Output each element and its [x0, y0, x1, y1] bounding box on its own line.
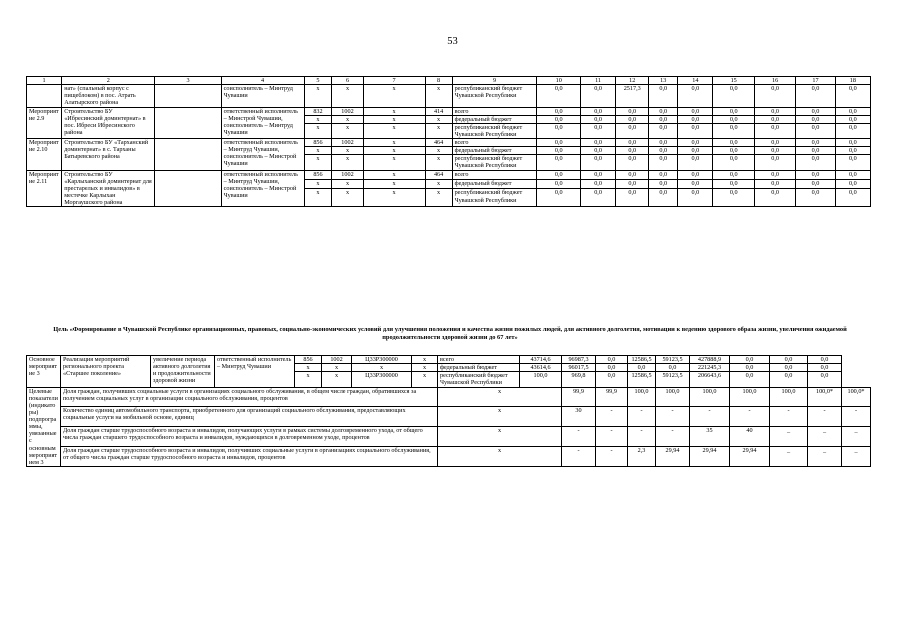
table-cell: республиканский бюджет Чувашской Республики	[452, 123, 537, 138]
table-cell: 0,0	[580, 115, 615, 123]
main-event-name: Реализация мероприятий регионального проекта «Старшее поколение»	[61, 356, 151, 388]
table-cell: 43714,6	[520, 356, 562, 364]
indicator-value: 100,0*	[842, 387, 871, 407]
header-cell: 12	[616, 77, 649, 85]
header-cell: 1	[27, 77, 62, 85]
table-cell: 0,0	[649, 123, 678, 138]
table-cell: 0,0	[580, 155, 615, 170]
table-cell: 0,0	[796, 189, 835, 207]
table-cell: x	[425, 155, 452, 170]
table-cell: 0,0	[796, 155, 835, 170]
indicator-value: 30	[562, 407, 596, 427]
table-cell: 0,0	[713, 115, 754, 123]
table-cell: 0,0	[596, 364, 628, 372]
table-cell: 0,0	[580, 179, 615, 188]
table-cell: ответственный исполнитель – Минтруд Чувашии, соисполнитель – Минстрой Чувашии	[221, 139, 304, 171]
indicator-value: 99,9	[596, 387, 628, 407]
table-cell: 0,0	[754, 139, 795, 147]
table-cell: 0,0	[537, 115, 580, 123]
table-cell: x	[332, 123, 363, 138]
table-cell: всего	[438, 356, 520, 364]
indicator-value: 35	[690, 427, 730, 447]
table-cell: 0,0	[770, 356, 808, 364]
main-event-target: увеличение периода активного долголетия и продолжительности здоровой жизни	[151, 356, 215, 388]
table-cell: 59123,5	[656, 356, 690, 364]
table-cell: x	[363, 123, 425, 138]
table-cell: 0,0	[754, 147, 795, 155]
indicator-value: _	[842, 447, 871, 467]
table-cell: 0,0	[678, 147, 713, 155]
indicators-label: Целевые показатели (индикаторы) подпрограммы, увязанные с основным мероприятием 3	[27, 387, 61, 466]
table-cell: 96017,5	[562, 364, 596, 372]
table-cell: республиканский бюджет Чувашской Республики	[438, 372, 520, 387]
table-cell: 0,0	[796, 147, 835, 155]
table-cell: x	[412, 356, 438, 364]
table-cell: 0,0	[616, 147, 649, 155]
header-cell: 2	[62, 77, 155, 85]
table-cell: x	[332, 179, 363, 188]
indicator-value: _	[842, 427, 871, 447]
table-cell: 0,0	[649, 155, 678, 170]
table-cell: 0,0	[596, 356, 628, 364]
table-cell: 0,0	[796, 139, 835, 147]
header-cell: 6	[332, 77, 363, 85]
table-cell: 0,0	[656, 364, 690, 372]
table-cell: 0,0	[580, 107, 615, 115]
table-cell: 0,0	[537, 107, 580, 115]
table-cell: 0,0	[754, 179, 795, 188]
table-cell: 0,0	[754, 85, 795, 107]
table-row	[27, 85, 871, 107]
indicator-value: -	[656, 427, 690, 447]
table-cell: 0,0	[678, 139, 713, 147]
table-cell: 59123,5	[656, 372, 690, 387]
table-cell: 0,0	[616, 170, 649, 179]
indicator-row	[27, 447, 871, 467]
header-cell: 18	[835, 77, 870, 85]
table-cell: x	[363, 115, 425, 123]
indicator-x: x	[438, 427, 562, 447]
table-row	[27, 139, 871, 147]
table-cell	[155, 85, 221, 107]
indicator-value: -	[842, 407, 871, 427]
table-cell: 0,0	[580, 170, 615, 179]
table-cell: 0,0	[796, 179, 835, 188]
table-cell: 43614,6	[520, 364, 562, 372]
header-cell: 7	[363, 77, 425, 85]
table-cell: 12586,5	[628, 372, 656, 387]
indicator-value: 2,3	[628, 447, 656, 467]
table-cell: 0,0	[835, 139, 870, 147]
table-cell: 0,0	[537, 123, 580, 138]
header-cell: 3	[155, 77, 221, 85]
table-cell: 100,0	[520, 372, 562, 387]
table-cell: 0,0	[537, 170, 580, 179]
table-cell: соисполнитель – Минтруд Чувашии	[221, 85, 304, 107]
table-cell: 0,0	[713, 107, 754, 115]
table-cell: 96987,3	[562, 356, 596, 364]
table-cell: 0,0	[616, 189, 649, 207]
table-cell: Ц33Р300000	[352, 356, 412, 364]
table-cell: 0,0	[754, 115, 795, 123]
goal-heading: Цель «Формирование в Чувашской Республике организационных, правовых, социально-экономических условий для улучшения положения и качества жизни пожилых людей, для активного долголетия, мотивации к ведению здорового образа жизни, увеличения ожидаемой продолжительности здоровой жизни до 67 лет»	[53, 326, 847, 342]
table-cell: федеральный бюджет	[452, 179, 537, 188]
table-cell: 206643,6	[690, 372, 730, 387]
table-cell: 0,0	[616, 107, 649, 115]
indicator-value: 100,0	[730, 387, 770, 407]
table-cell: 0,0	[649, 170, 678, 179]
table-cell	[27, 85, 62, 107]
table-cell: 0,0	[537, 85, 580, 107]
table-cell	[155, 139, 221, 171]
table-cell: x	[304, 85, 332, 107]
table-cell: 856	[295, 356, 322, 364]
header-cell: 9	[452, 77, 537, 85]
table-cell: x	[363, 139, 425, 147]
page-number: 53	[447, 36, 458, 47]
indicator-value: -	[562, 447, 596, 467]
table-cell: x	[425, 115, 452, 123]
table-cell: 0,0	[808, 356, 842, 364]
table-cell: 0,0	[537, 155, 580, 170]
table-cell: x	[363, 147, 425, 155]
table-cell: x	[322, 372, 352, 387]
table-cell: x	[363, 189, 425, 207]
table-cell: x	[412, 364, 438, 372]
header-cell: 14	[678, 77, 713, 85]
table-cell: x	[332, 147, 363, 155]
table-cell: 0,0	[835, 170, 870, 179]
table-cell: республиканский бюджет Чувашской Республики	[452, 189, 537, 207]
table-cell: x	[322, 364, 352, 372]
indicator-value: -	[596, 447, 628, 467]
table-cell: 0,0	[796, 115, 835, 123]
indicator-text: Доля граждан старше трудоспособного возраста и инвалидов, получающих услуги в рамках системы долговременного ухода, от общего числа граждан старшего трудоспособного возраста и инвалидов, нуждающихся в долговременном уходе, процентов	[61, 427, 438, 447]
table-cell: x	[425, 123, 452, 138]
indicator-value: _	[770, 447, 808, 467]
table-cell: 0,0	[537, 179, 580, 188]
table-cell: 0,0	[537, 189, 580, 207]
program-table-top	[26, 76, 871, 207]
indicator-row	[27, 407, 871, 427]
table-cell: федеральный бюджет	[438, 364, 520, 372]
indicator-value: 100,0	[656, 387, 690, 407]
table-cell: 0,0	[678, 123, 713, 138]
table-cell: 0,0	[649, 147, 678, 155]
header-row	[27, 77, 871, 85]
indicator-row	[27, 427, 871, 447]
table-cell: x	[363, 107, 425, 115]
table-cell: 0,0	[713, 85, 754, 107]
table-cell: 1002	[332, 139, 363, 147]
indicator-value: -	[596, 427, 628, 447]
table-cell: 0,0	[678, 179, 713, 188]
table-cell: 0,0	[770, 364, 808, 372]
table-cell: x	[304, 123, 332, 138]
indicator-value: _	[808, 447, 842, 467]
table-cell: 414	[425, 107, 452, 115]
indicator-value: -	[770, 407, 808, 427]
table-cell: x	[363, 155, 425, 170]
table-cell: x	[332, 155, 363, 170]
table-cell: 0,0	[713, 155, 754, 170]
table-cell: Мероприятие 2.11	[27, 170, 62, 207]
header-cell: 8	[425, 77, 452, 85]
indicator-value: 100,0	[690, 387, 730, 407]
table-cell: x	[412, 372, 438, 387]
table-cell: 0,0	[616, 139, 649, 147]
table-cell: 0,0	[713, 179, 754, 188]
table-cell: 1002	[332, 107, 363, 115]
table-cell: 0,0	[580, 189, 615, 207]
table-cell: 0,0	[835, 115, 870, 123]
table-cell: федеральный бюджет	[452, 147, 537, 155]
indicator-x: x	[438, 407, 562, 427]
table-cell: 0,0	[754, 123, 795, 138]
table-cell: 856	[304, 139, 332, 147]
table-cell: 427888,9	[690, 356, 730, 364]
table-cell: x	[304, 115, 332, 123]
table-cell: 0,0	[713, 147, 754, 155]
table-cell: x	[304, 179, 332, 188]
table-cell: 0,0	[835, 107, 870, 115]
indicator-value: 100,0	[770, 387, 808, 407]
table-cell: 0,0	[835, 155, 870, 170]
table-cell: Ц33Р300000	[352, 372, 412, 387]
table-cell: x	[425, 189, 452, 207]
header-cell: 5	[304, 77, 332, 85]
table-cell: x	[295, 372, 322, 387]
indicator-value: -	[690, 407, 730, 427]
table-cell: 0,0	[616, 179, 649, 188]
main-event-resp: ответственный исполнитель – Минтруд Чувашии	[215, 356, 295, 388]
table-row	[27, 107, 871, 115]
table-cell: Строительство БУ «Ибресинский доминтернат» в пос. Ибреси Ибресинского района	[62, 107, 155, 139]
table-cell: 0,0	[649, 179, 678, 188]
table-cell: 221245,3	[690, 364, 730, 372]
table-cell: x	[304, 147, 332, 155]
table-cell: x	[425, 179, 452, 188]
table-cell: ответственный исполнитель – Минтруд Чувашии, соисполнитель – Минстрой Чувашии	[221, 170, 304, 207]
main-event-label: Основное мероприятие 3	[27, 356, 61, 388]
indicator-value: -	[808, 407, 842, 427]
table-cell: Мероприятие 2.10	[27, 139, 62, 171]
table-cell: 0,0	[808, 364, 842, 372]
table-cell: 0,0	[580, 85, 615, 107]
table-cell: 0,0	[678, 189, 713, 207]
table-cell: 969,8	[562, 372, 596, 387]
indicator-value: _	[808, 427, 842, 447]
table-cell: 0,0	[580, 147, 615, 155]
table-cell: 0,0	[649, 189, 678, 207]
table-cell: 0,0	[713, 139, 754, 147]
table-cell: 0,0	[649, 85, 678, 107]
table-cell: 0,0	[616, 155, 649, 170]
header-cell: 10	[537, 77, 580, 85]
table-cell: 0,0	[596, 372, 628, 387]
table-cell: x	[304, 155, 332, 170]
table-cell: 0,0	[835, 147, 870, 155]
table-row	[27, 356, 871, 364]
table-cell: x	[363, 179, 425, 188]
table-cell: x	[425, 147, 452, 155]
table-cell: 0,0	[796, 107, 835, 115]
table-cell: 0,0	[678, 85, 713, 107]
table-cell: x	[363, 170, 425, 179]
table-cell: x	[295, 364, 322, 372]
table-row	[27, 170, 871, 179]
indicator-value: -	[628, 407, 656, 427]
table-cell: Строительство БУ «Карлыханский доминтернат для престарелых и инвалидов» в местечке Карлыхан Моргаушского района	[62, 170, 155, 207]
indicator-value: 40	[730, 427, 770, 447]
indicator-value: -	[656, 407, 690, 427]
table-cell: 464	[425, 139, 452, 147]
table-cell: 0,0	[796, 85, 835, 107]
indicator-text: Доля граждан, получивших социальные услуги в организациях социального обслуживания, в общем числе граждан, обратившихся за получением социальных услуг в организации социального обслуживания, процентов	[61, 387, 438, 407]
table-cell: 0,0	[796, 170, 835, 179]
program-table-bottom	[26, 355, 871, 467]
table-cell: x	[332, 85, 363, 107]
table-cell: 2517,3	[616, 85, 649, 107]
table-cell: 0,0	[678, 115, 713, 123]
table-cell	[155, 170, 221, 207]
table-cell: всего	[452, 139, 537, 147]
table-cell: федеральный бюджет	[452, 115, 537, 123]
table-cell: 0,0	[796, 123, 835, 138]
table-cell: республиканский бюджет Чувашской Республики	[452, 155, 537, 170]
table-cell: x	[332, 115, 363, 123]
table-cell: 0,0	[616, 115, 649, 123]
indicator-value: -	[596, 407, 628, 427]
table-cell: 0,0	[770, 372, 808, 387]
table-cell: 832	[304, 107, 332, 115]
indicator-value: 100,0	[628, 387, 656, 407]
table-cell: 0,0	[649, 115, 678, 123]
table-cell: 0,0	[678, 155, 713, 170]
indicator-value: -	[562, 427, 596, 447]
table-cell	[155, 107, 221, 139]
table-cell: 0,0	[713, 170, 754, 179]
table-cell: 0,0	[730, 372, 770, 387]
table-cell: 0,0	[754, 189, 795, 207]
table-cell: 1002	[332, 170, 363, 179]
table-cell: 0,0	[628, 364, 656, 372]
table-cell: 0,0	[835, 123, 870, 138]
indicator-x: x	[438, 447, 562, 467]
table-cell: 0,0	[835, 179, 870, 188]
indicator-value: _	[770, 427, 808, 447]
table-cell: 0,0	[730, 364, 770, 372]
table-cell: x	[363, 85, 425, 107]
table-cell: 0,0	[754, 155, 795, 170]
table-cell: 0,0	[580, 139, 615, 147]
indicator-value: 29,94	[656, 447, 690, 467]
table-cell: ответственный исполнитель – Минстрой Чувашии, соисполнитель – Минтруд Чувашии	[221, 107, 304, 139]
table-cell: Мероприятие 2.9	[27, 107, 62, 139]
table-cell: 856	[304, 170, 332, 179]
table-cell: 0,0	[537, 139, 580, 147]
indicator-value: 100,0*	[808, 387, 842, 407]
table-cell: 0,0	[580, 123, 615, 138]
table-cell: 0,0	[754, 170, 795, 179]
table-cell: республиканский бюджет Чувашской Республики	[452, 85, 537, 107]
table-cell: 0,0	[713, 123, 754, 138]
table-cell: x	[304, 189, 332, 207]
table-cell: 0,0	[678, 107, 713, 115]
indicator-value: 29,94	[690, 447, 730, 467]
table-cell: 0,0	[649, 139, 678, 147]
header-cell: 16	[754, 77, 795, 85]
table-cell: всего	[452, 107, 537, 115]
table-cell: 1002	[322, 356, 352, 364]
header-cell: 15	[713, 77, 754, 85]
table-cell: 0,0	[537, 147, 580, 155]
header-cell: 17	[796, 77, 835, 85]
table-cell: всего	[452, 170, 537, 179]
table-cell: Строительство БУ «Тарханский доминтернат» в с. Тарханы Батыревского района	[62, 139, 155, 171]
table-cell: 0,0	[649, 107, 678, 115]
table-cell: нат» (спальный корпус с пищеблоком) в пос. Атрать Алатырского района	[62, 85, 155, 107]
table-cell: 0,0	[754, 107, 795, 115]
indicator-value: 29,94	[730, 447, 770, 467]
table-cell: 12586,5	[628, 356, 656, 364]
indicator-x: x	[438, 387, 562, 407]
table-cell: 0,0	[835, 189, 870, 207]
indicator-value: 99,9	[562, 387, 596, 407]
table-cell: x	[425, 85, 452, 107]
table-cell: x	[332, 189, 363, 207]
header-cell: 11	[580, 77, 615, 85]
table-cell: 0,0	[835, 85, 870, 107]
table-cell: 464	[425, 170, 452, 179]
table-cell: 0,0	[808, 372, 842, 387]
table-cell: x	[352, 364, 412, 372]
table-cell: 0,0	[713, 189, 754, 207]
indicator-row	[27, 387, 871, 407]
table-cell: 0,0	[730, 356, 770, 364]
header-cell: 13	[649, 77, 678, 85]
indicator-value: -	[730, 407, 770, 427]
table-cell: 0,0	[678, 170, 713, 179]
indicator-text: Доля граждан старше трудоспособного возраста и инвалидов, получивших социальные услуги в организациях социального обслуживания, от общего числа граждан старше трудоспособного возраста и инвалидов, процентов	[61, 447, 438, 467]
header-cell: 4	[221, 77, 304, 85]
table-cell: 0,0	[616, 123, 649, 138]
indicator-text: Количество единиц автомобильного транспорта, приобретенного для организаций социального обслуживания, предоставляющих социальные услуги на мобильной основе, единиц	[61, 407, 438, 427]
indicator-value: -	[628, 427, 656, 447]
